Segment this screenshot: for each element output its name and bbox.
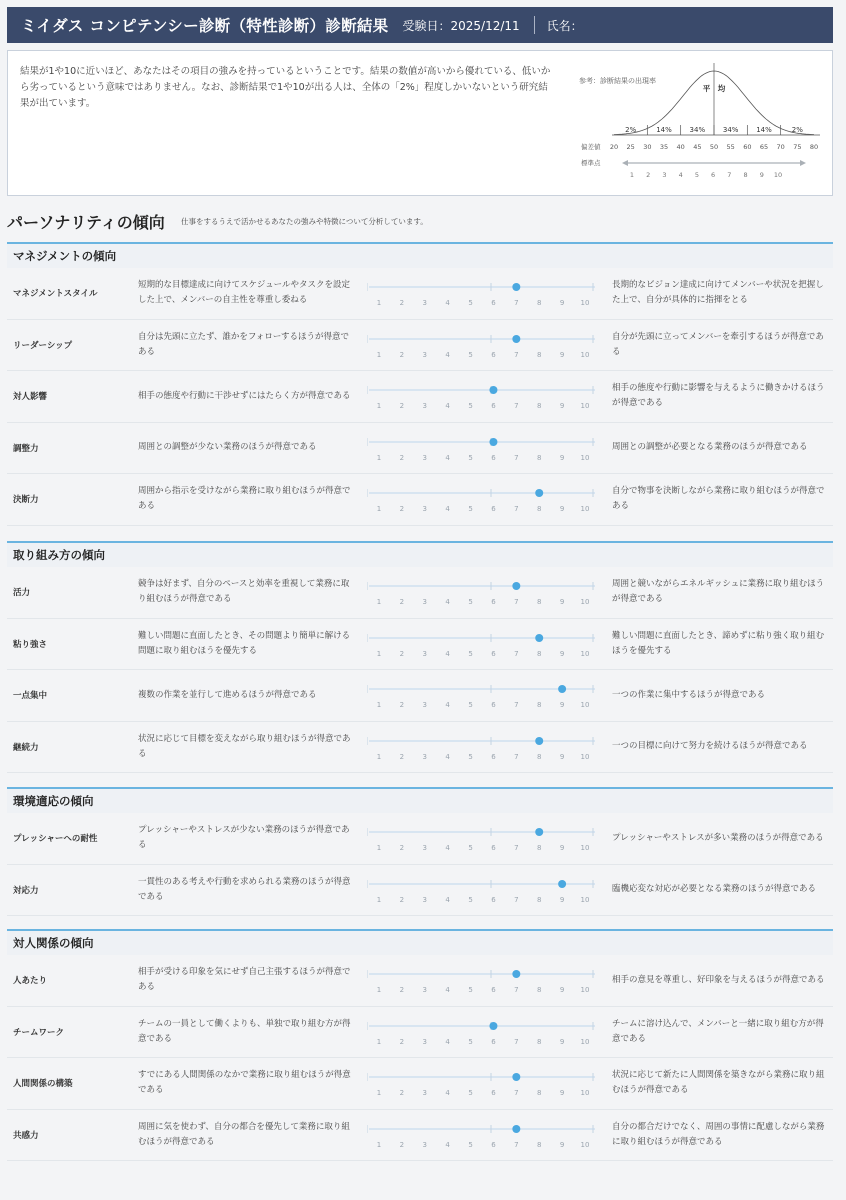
scale-tick-label: 4 <box>445 1140 450 1149</box>
trait-left-description: 周囲との調整が少ない業務のほうが得意である <box>138 442 317 453</box>
scale-tick-label: 10 <box>580 986 590 994</box>
scale-tick-label: 8 <box>536 598 542 606</box>
deviation-tick: 30 <box>643 143 652 151</box>
scale-tick-label: 2 <box>399 649 405 658</box>
scale-tick-label: 1 <box>376 649 382 658</box>
scale-tick-label: 10 <box>580 1037 590 1046</box>
scale-tick-label: 3 <box>422 986 428 994</box>
scale-tick-label: 4 <box>445 1037 450 1046</box>
scale-tick-label: 1 <box>376 402 382 410</box>
deviation-tick: 70 <box>776 143 785 151</box>
trait-right-description: 長期的なビジョン達成に向けてメンバーや状況を把握した上で、自分が具体的に指揮をとる <box>612 280 824 306</box>
scale-tick-label: 5 <box>468 453 473 462</box>
score-marker <box>535 634 543 642</box>
deviation-tick: 65 <box>759 143 769 151</box>
scale-tick-label: 1 <box>376 986 382 994</box>
scale-tick-label: 10 <box>580 895 590 904</box>
trait-row <box>7 268 833 320</box>
score-scale <box>367 576 597 610</box>
scale-tick-label: 5 <box>468 1140 473 1149</box>
arrow-right-icon <box>800 160 806 166</box>
score-marker <box>489 1022 497 1030</box>
scale-tick-label: 4 <box>445 752 450 761</box>
scale-tick-label: 4 <box>445 649 450 658</box>
scale-tick-label: 9 <box>559 1140 565 1149</box>
deviation-tick: 50 <box>709 143 719 151</box>
score-marker <box>535 489 543 497</box>
scale-tick-label: 5 <box>468 1037 473 1046</box>
scale-tick-label: 1 <box>376 1037 382 1046</box>
scale-tick-label: 7 <box>514 505 519 513</box>
scale-tick-label: 8 <box>536 1037 542 1046</box>
name-label: 氏名： <box>546 18 583 33</box>
scale-tick-label: 6 <box>491 350 496 359</box>
scale-tick-label: 7 <box>514 402 519 410</box>
score-marker <box>489 386 497 394</box>
scale-tick-label: 5 <box>468 895 473 904</box>
scale-tick-label: 9 <box>559 598 565 606</box>
scale-tick-label: 6 <box>491 895 496 904</box>
trait-row <box>7 1007 833 1059</box>
trait-right-description: 臨機応変な対応が必要となる業務のほうが得意である <box>612 884 817 895</box>
standard-tick: 2 <box>646 171 651 179</box>
deviation-tick: 35 <box>659 143 669 151</box>
trait-row <box>7 670 833 722</box>
scale-tick-label: 6 <box>491 1037 496 1046</box>
trait-left-description: 一貫性のある考えや行動を求められる業務のほうが得意である <box>138 876 351 902</box>
trait-row <box>7 1110 833 1162</box>
deviation-tick: 20 <box>609 143 619 151</box>
scale-tick-label: 8 <box>536 1089 542 1097</box>
scale-tick-label: 2 <box>399 752 405 761</box>
trait-name: プレッシャーへの耐性 <box>13 834 98 845</box>
scale-tick-label: 6 <box>491 752 496 761</box>
scale-tick-label: 10 <box>580 844 590 852</box>
scale-tick-label: 7 <box>514 350 519 359</box>
deviation-tick: 45 <box>693 143 702 151</box>
scale-tick-label: 7 <box>514 986 519 994</box>
trait-name: 人あたり <box>13 976 48 987</box>
scale-tick-label: 6 <box>491 1140 496 1149</box>
scale-tick-label: 6 <box>491 986 496 994</box>
scale-tick-label: 1 <box>376 299 382 307</box>
deviation-tick: 75 <box>793 143 802 151</box>
scale-tick-label: 10 <box>580 350 590 359</box>
scale-tick-label: 3 <box>422 402 428 410</box>
scale-tick-label: 9 <box>559 649 565 658</box>
intro-text: 結果が1や10に近いほど、あなたはその項目の強みを持っているということです。結果の数値が高いから優れている、低いから劣っているという意味ではありません。なお、診断結果で1や10が出る人は、全体の「2%」程度しかいないという研究結果が出ています。 <box>20 66 551 109</box>
scale-tick-label: 10 <box>580 598 590 606</box>
scale-tick-label: 7 <box>514 453 519 462</box>
scale-tick-label: 10 <box>580 649 590 658</box>
section-title: 対人関係の傾向 <box>7 929 833 955</box>
standard-tick: 8 <box>743 171 748 179</box>
trait-name: 調整力 <box>13 443 39 454</box>
trait-name: 人間関係の構築 <box>13 1079 73 1090</box>
scale-tick-label: 10 <box>580 402 590 410</box>
trait-row <box>7 722 833 774</box>
standard-tick: 6 <box>711 171 716 179</box>
scale-tick-label: 8 <box>536 701 542 709</box>
trait-right-description: 周囲と競いながらエネルギッシュに業務に取り組むほうが得意である <box>612 579 825 605</box>
scale-tick-label: 9 <box>559 895 565 904</box>
deviation-tick: 80 <box>809 143 819 151</box>
scale-tick-label: 6 <box>491 505 496 513</box>
section-block <box>7 787 833 916</box>
scale-tick-label: 6 <box>491 649 496 658</box>
trait-left-description: 相手が受ける印象を気にせず自己主張するほうが得意である <box>138 967 351 993</box>
scale-tick-label: 4 <box>445 453 450 462</box>
trait-right-description: 状況に応じて新たに人間関係を築きながら業務に取り組むほうが得意である <box>612 1070 825 1096</box>
trait-row <box>7 423 833 475</box>
scale-tick-label: 2 <box>399 402 405 410</box>
section-title: 環境適応の傾向 <box>7 787 833 813</box>
scale-tick-label: 1 <box>376 844 382 852</box>
scale-tick-label: 1 <box>376 1089 382 1097</box>
distribution-chart <box>571 61 829 193</box>
trait-row <box>7 371 833 423</box>
deviation-tick: 55 <box>726 143 735 151</box>
section-block <box>7 541 833 773</box>
score-marker <box>512 970 520 978</box>
trait-name: 決断力 <box>13 495 39 506</box>
score-marker <box>535 828 543 836</box>
score-scale <box>367 679 597 713</box>
scale-tick-label: 3 <box>422 844 428 852</box>
trait-left-description: 自分は先頭に立たず、誰かをフォローするほうが得意である <box>138 331 349 357</box>
scale-tick-label: 4 <box>445 701 450 709</box>
scale-tick-label: 9 <box>559 844 565 852</box>
scale-tick-label: 3 <box>422 299 428 307</box>
scale-tick-label: 9 <box>559 752 565 761</box>
scale-tick-label: 7 <box>514 701 519 709</box>
score-scale <box>367 432 597 466</box>
scale-tick-label: 1 <box>376 598 382 606</box>
scale-tick-label: 8 <box>536 299 542 307</box>
score-marker <box>512 1073 520 1081</box>
score-scale <box>367 822 597 856</box>
trait-name: 一点集中 <box>13 691 48 702</box>
scale-tick-label: 8 <box>536 453 542 462</box>
scale-tick-label: 4 <box>445 986 450 994</box>
score-marker <box>512 582 520 590</box>
section-block <box>7 242 833 526</box>
scale-tick-label: 5 <box>468 701 473 709</box>
score-marker <box>558 685 566 693</box>
trait-right-description: 相手の意見を尊重し、好印象を与えるほうが得意である <box>612 974 825 985</box>
scale-tick-label: 9 <box>559 299 565 307</box>
scale-tick-label: 1 <box>376 453 382 462</box>
scale-tick-label: 3 <box>422 752 428 761</box>
scale-tick-label: 6 <box>491 1089 496 1097</box>
scale-tick-label: 10 <box>580 752 590 761</box>
scale-tick-label: 3 <box>422 701 428 709</box>
scale-tick-label: 8 <box>536 1140 542 1149</box>
deviation-tick: 60 <box>743 143 752 151</box>
deviation-label: 偏差値 <box>581 143 601 151</box>
scale-tick-label: 9 <box>559 350 565 359</box>
trait-right-description: 相手の態度や行動に影響を与えるように働きかけるほうが得意である <box>612 383 825 409</box>
score-scale <box>367 874 597 908</box>
scale-tick-label: 3 <box>422 453 428 462</box>
scale-tick-label: 10 <box>580 1140 590 1149</box>
trait-row <box>7 865 833 917</box>
trait-row <box>7 813 833 865</box>
trait-name: 粘り強さ <box>13 639 48 650</box>
scale-tick-label: 6 <box>491 701 496 709</box>
trait-left-description: プレッシャーやストレスが少ない業務のほうが得意である <box>138 825 350 851</box>
trait-name: 継続力 <box>13 742 39 753</box>
scale-tick-label: 10 <box>580 299 590 307</box>
header-divider <box>534 16 535 34</box>
scale-tick-label: 4 <box>445 299 450 307</box>
scale-tick-label: 4 <box>445 844 450 852</box>
deviation-tick: 25 <box>626 143 635 151</box>
trait-right-description: 難しい問題に直面したとき、諦めずに粘り強く取り組むほうを優先する <box>612 630 825 656</box>
scale-tick-label: 2 <box>399 598 405 606</box>
scale-tick-label: 2 <box>399 505 405 513</box>
scale-tick-label: 2 <box>399 1140 405 1149</box>
distribution-percent: 14% <box>656 126 672 134</box>
score-marker <box>558 880 566 888</box>
trait-name: 対応力 <box>13 885 39 896</box>
trait-row <box>7 320 833 372</box>
scale-tick-label: 8 <box>536 986 542 994</box>
trait-name: 活力 <box>13 588 31 599</box>
scale-tick-label: 8 <box>536 649 542 658</box>
trait-left-description: 相手の態度や行動に干渉せずにはたらく方が得意である <box>138 390 351 401</box>
page-subtitle: 仕事をするうえで活かせるあなたの強みや特徴について分析しています。 <box>181 217 428 226</box>
scale-tick-label: 6 <box>491 402 496 410</box>
scale-tick-label: 6 <box>491 299 496 307</box>
scale-tick-label: 5 <box>468 299 473 307</box>
trait-name: チームワーク <box>13 1027 65 1038</box>
score-scale <box>367 329 597 363</box>
scale-tick-label: 9 <box>559 701 565 709</box>
scale-tick-label: 10 <box>580 701 590 709</box>
scale-tick-label: 7 <box>514 299 519 307</box>
scale-tick-label: 8 <box>536 505 542 513</box>
trait-row <box>7 1058 833 1110</box>
scale-tick-label: 9 <box>559 1089 565 1097</box>
distribution-percent: 34% <box>689 126 706 134</box>
score-marker <box>512 1125 520 1133</box>
scale-tick-label: 7 <box>514 895 519 904</box>
scale-tick-label: 3 <box>422 1037 428 1046</box>
trait-left-description: 競争は好まず、自分のペースと効率を重視して業務に取り組むほうが得意である <box>138 579 350 605</box>
score-scale <box>367 1067 597 1101</box>
section-title: マネジメントの傾向 <box>7 242 833 268</box>
scale-tick-label: 3 <box>422 649 428 658</box>
trait-left-description: すでにある人間関係のなかで業務に取り組むほうが得意である <box>138 1070 351 1096</box>
scale-tick-label: 1 <box>376 752 382 761</box>
scale-tick-label: 7 <box>514 752 519 761</box>
standard-tick: 3 <box>662 171 667 179</box>
scale-tick-label: 4 <box>445 1089 450 1097</box>
scale-tick-label: 3 <box>422 1089 428 1097</box>
score-scale <box>367 483 597 517</box>
score-scale <box>367 277 597 311</box>
trait-right-description: 周囲との調整が必要となる業務のほうが得意である <box>612 442 808 453</box>
scale-tick-label: 2 <box>399 701 405 709</box>
scale-tick-label: 2 <box>399 1037 405 1046</box>
scale-tick-label: 9 <box>559 453 565 462</box>
standard-tick: 10 <box>773 171 783 179</box>
scale-tick-label: 5 <box>468 1089 473 1097</box>
score-scale <box>367 628 597 662</box>
trait-name: 対人影響 <box>13 392 48 403</box>
scale-tick-label: 7 <box>514 844 519 852</box>
scale-tick-label: 7 <box>514 1089 519 1097</box>
scale-tick-label: 10 <box>580 505 590 513</box>
score-scale <box>367 964 597 998</box>
scale-tick-label: 4 <box>445 895 450 904</box>
scale-tick-label: 3 <box>422 505 428 513</box>
distribution-percent: 34% <box>722 126 739 134</box>
section-title: 取り組み方の傾向 <box>7 541 833 567</box>
trait-name: マネジメントスタイル <box>13 289 98 300</box>
standard-tick: 9 <box>759 171 764 179</box>
scale-tick-label: 4 <box>445 350 450 359</box>
scale-tick-label: 8 <box>536 752 542 761</box>
scale-tick-label: 5 <box>468 505 473 513</box>
scale-tick-label: 5 <box>468 649 473 658</box>
scale-tick-label: 3 <box>422 895 428 904</box>
scale-tick-label: 8 <box>536 350 542 359</box>
scale-tick-label: 7 <box>514 1037 519 1046</box>
trait-left-description: 周囲から指示を受けながら業務に取り組むほうが得意である <box>138 486 351 512</box>
scale-tick-label: 5 <box>468 598 473 606</box>
distribution-percent: 2% <box>625 126 637 134</box>
average-label: 平 均 <box>702 84 726 93</box>
trait-row <box>7 567 833 619</box>
trait-right-description: プレッシャーやストレスが多い業務のほうが得意である <box>612 832 824 843</box>
deviation-tick: 40 <box>676 143 685 151</box>
exam-date: 受験日：2025/12/11 <box>402 18 520 33</box>
scale-tick-label: 4 <box>445 505 450 513</box>
scale-tick-label: 7 <box>514 1140 519 1149</box>
trait-left-description: 複数の作業を並行して進めるほうが得意である <box>138 689 317 700</box>
score-scale <box>367 731 597 765</box>
scale-tick-label: 7 <box>514 598 519 606</box>
distribution-percent: 14% <box>756 126 772 134</box>
score-marker <box>535 737 543 745</box>
standard-tick: 7 <box>727 171 732 179</box>
scale-tick-label: 9 <box>559 505 565 513</box>
scale-tick-label: 1 <box>376 350 382 359</box>
arrow-left-icon <box>622 160 628 166</box>
score-marker <box>512 335 520 343</box>
score-marker <box>489 438 497 446</box>
scale-tick-label: 2 <box>399 350 405 359</box>
scale-tick-label: 1 <box>376 505 382 513</box>
scale-tick-label: 2 <box>399 986 405 994</box>
scale-tick-label: 4 <box>445 402 450 410</box>
page-title: パーソナリティの傾向 <box>7 213 165 232</box>
score-scale <box>367 380 597 414</box>
intro-panel <box>7 50 833 196</box>
scale-tick-label: 9 <box>559 402 565 410</box>
scale-tick-label: 1 <box>376 701 382 709</box>
trait-right-description: 自分の都合だけでなく、周囲の事情に配慮しながら業務に取り組むほうが得意である <box>612 1121 825 1147</box>
score-marker <box>512 283 520 291</box>
report-title: ミイダス コンピテンシー診断（特性診断）診断結果 <box>21 17 389 35</box>
scale-tick-label: 1 <box>376 895 382 904</box>
trait-right-description: チームに溶け込んで、メンバーと一緒に取り組む方が得意である <box>612 1018 824 1044</box>
distribution-caption: 参考：診断結果の出現率 <box>579 77 656 85</box>
score-scale <box>367 1119 597 1153</box>
trait-name: 共感力 <box>13 1130 39 1141</box>
scale-tick-label: 8 <box>536 402 542 410</box>
standard-tick: 4 <box>678 171 683 179</box>
trait-right-description: 自分が先頭に立ってメンバーを牽引するほうが得意である <box>612 331 824 357</box>
scale-tick-label: 4 <box>445 598 450 606</box>
report-header <box>7 7 833 43</box>
scale-tick-label: 1 <box>376 1140 382 1149</box>
scale-tick-label: 2 <box>399 844 405 852</box>
scale-tick-label: 5 <box>468 350 473 359</box>
scale-tick-label: 7 <box>514 649 519 658</box>
trait-right-description: 一つの目標に向けて努力を続けるほうが得意である <box>612 741 808 752</box>
scale-tick-label: 8 <box>536 844 542 852</box>
scale-tick-label: 6 <box>491 844 496 852</box>
trait-left-description: 難しい問題に直面したとき、その問題より簡単に解ける問題に取り組むほうを優先する <box>138 630 351 656</box>
scale-tick-label: 2 <box>399 1089 405 1097</box>
scale-tick-label: 5 <box>468 844 473 852</box>
scale-tick-label: 2 <box>399 299 405 307</box>
standard-label: 標準点 <box>581 159 601 167</box>
trait-left-description: チームの一員として働くよりも、単独で取り組む方が得意である <box>138 1018 351 1044</box>
trait-right-description: 自分で物事を決断しながら業務に取り組むほうが得意である <box>612 486 825 512</box>
standard-tick: 1 <box>629 171 635 179</box>
scale-tick-label: 10 <box>580 453 590 462</box>
scale-tick-label: 9 <box>559 1037 565 1046</box>
scale-tick-label: 6 <box>491 598 496 606</box>
score-scale <box>367 1016 597 1050</box>
trait-left-description: 状況に応じて目標を変えながら取り組むほうが得意である <box>138 733 351 759</box>
trait-left-description: 短期的な目標達成に向けてスケジュールやタスクを設定した上で、メンバーの自主性を尊重し委ねる <box>138 280 350 306</box>
scale-tick-label: 5 <box>468 752 473 761</box>
scale-tick-label: 9 <box>559 986 565 994</box>
distribution-percent: 2% <box>791 126 803 134</box>
trait-row <box>7 474 833 526</box>
scale-tick-label: 5 <box>468 986 473 994</box>
trait-left-description: 周囲に気を使わず、自分の都合を優先して業務に取り組むほうが得意である <box>138 1121 350 1147</box>
trait-row <box>7 619 833 671</box>
trait-row <box>7 955 833 1007</box>
scale-tick-label: 8 <box>536 895 542 904</box>
scale-tick-label: 6 <box>491 453 496 462</box>
scale-tick-label: 3 <box>422 1140 428 1149</box>
scale-tick-label: 2 <box>399 453 405 462</box>
trait-name: リーダーシップ <box>13 340 73 351</box>
section-block <box>7 929 833 1161</box>
scale-tick-label: 2 <box>399 895 405 904</box>
standard-tick: 5 <box>694 171 699 179</box>
scale-tick-label: 5 <box>468 402 473 410</box>
trait-right-description: 一つの作業に集中するほうが得意である <box>612 689 766 700</box>
scale-tick-label: 3 <box>422 598 428 606</box>
scale-tick-label: 10 <box>580 1089 590 1097</box>
scale-tick-label: 3 <box>422 350 428 359</box>
